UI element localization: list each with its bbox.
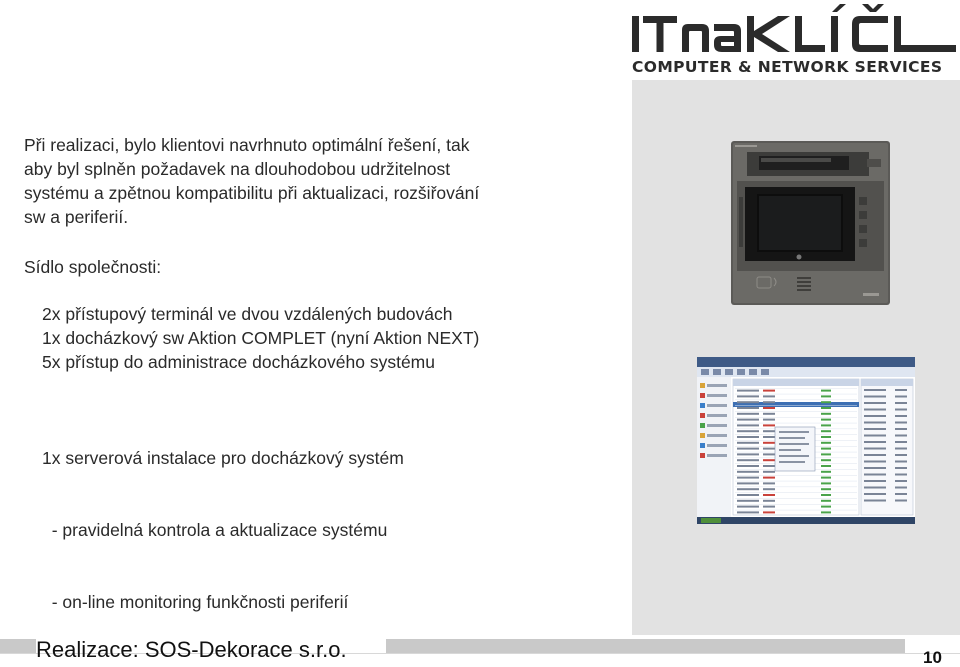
company-logo — [630, 4, 958, 76]
intro-line: Při realizaci, bylo klientovi navrhnuto optimální řešení, tak — [24, 135, 470, 155]
access-terminal-image — [729, 137, 892, 308]
logo-tagline: COMPUTER & NETWORK SERVICES — [632, 58, 943, 76]
intro-line: aby byl splněn požadavek na dlouhodobou udržitelnost — [24, 159, 451, 179]
intro-paragraph — [24, 133, 479, 229]
list-item: - on-line monitoring funkčnosti periferií — [42, 592, 349, 612]
server-list — [42, 398, 404, 638]
footer-bar — [0, 639, 36, 653]
deliverables-list — [42, 302, 479, 374]
intro-line: sw a periferií. — [24, 207, 129, 227]
itnaklic-logo-icon — [630, 4, 958, 56]
list-item: 2x přístupový terminál ve dvou vzdálených budovách — [42, 304, 453, 324]
intro-line: systému a zpětnou kompatibilitu při aktualizaci, rozšiřování — [24, 183, 480, 203]
list-item: 1x docházkový sw Aktion COMPLET (nyní Aktion NEXT) — [42, 328, 480, 348]
footer-bar — [386, 639, 905, 653]
footer-title: Realizace: SOS-Dekorace s.r.o. — [36, 637, 347, 662]
list-item: - pravidelná kontrola a aktualizace systému — [42, 520, 388, 540]
attendance-software-screenshot — [697, 357, 915, 524]
page-number: 10 — [923, 648, 942, 667]
list-item: 5x přístup do administrace docházkového systému — [42, 352, 435, 372]
list-item: 1x serverová instalace pro docházkový systém — [42, 448, 404, 468]
headquarters-label: Sídlo společnosti: — [24, 257, 162, 277]
